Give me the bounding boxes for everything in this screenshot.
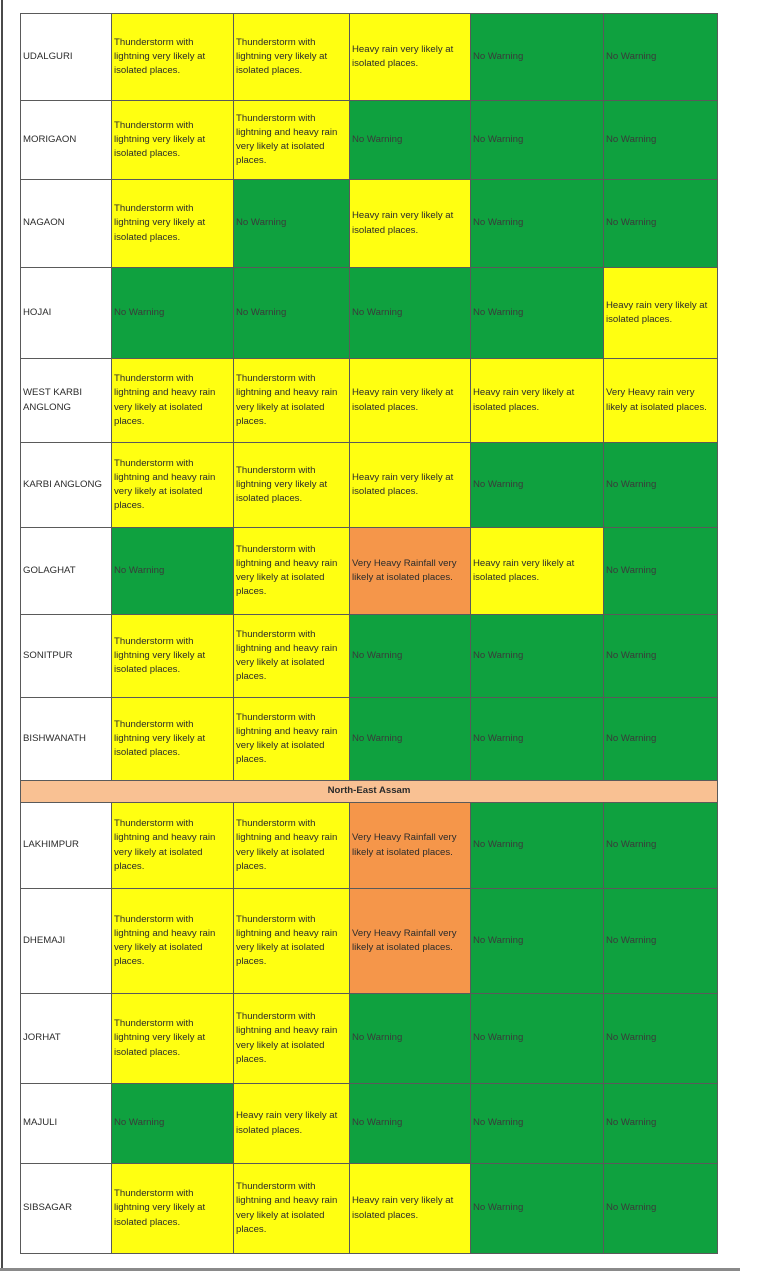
warning-cell-day-1 <box>112 1084 234 1164</box>
warning-text: No Warning <box>114 306 165 318</box>
warning-cell-day-4 <box>471 803 604 889</box>
warning-cell-day-2 <box>234 803 350 889</box>
warning-text: No Warning <box>352 133 403 145</box>
warning-cell-day-5 <box>604 528 718 615</box>
warning-cell-day-1 <box>112 443 234 528</box>
warning-cell-day-3 <box>350 803 471 889</box>
warning-cell-day-3 <box>350 1164 471 1254</box>
warning-text: Thunderstorm with lightning and heavy rain very likely at isolated places. <box>236 711 338 766</box>
warning-cell-day-2 <box>234 359 350 443</box>
warning-cell-day-5 <box>604 101 718 180</box>
warning-text: Thunderstorm with lightning very likely at isolated places. <box>236 464 328 505</box>
district-name-cell: WEST KARBI ANGLONG <box>21 359 112 443</box>
warning-cell-day-2 <box>234 14 350 101</box>
table-row <box>21 359 718 443</box>
warning-text: No Warning <box>473 1202 524 1214</box>
table-row <box>21 698 718 781</box>
section-title: North-East Assam <box>21 781 718 803</box>
district-warning-table <box>20 13 718 1254</box>
warning-text: No Warning <box>606 478 657 490</box>
warning-text: Thunderstorm with lightning very likely at isolated places. <box>114 203 206 243</box>
table-row <box>21 1164 718 1254</box>
warning-cell-day-3 <box>350 359 471 443</box>
warning-cell-day-5 <box>604 698 718 781</box>
warning-cell-day-5 <box>604 359 718 443</box>
warning-cell-day-4 <box>471 615 604 698</box>
warning-text: Heavy rain very likely at isolated places. <box>473 557 575 583</box>
warning-text: No Warning <box>473 732 524 744</box>
warning-text: Very Heavy Rainfall very likely at isolated places. <box>352 927 457 953</box>
warning-text: Thunderstorm with lightning and heavy rain very likely at isolated places. <box>114 818 216 872</box>
warning-text: Thunderstorm with lightning very likely at isolated places. <box>114 119 206 160</box>
warning-text: No Warning <box>473 934 524 946</box>
district-name-cell: SONITPUR <box>21 615 112 698</box>
warning-text: No Warning <box>473 306 524 318</box>
warning-cell-day-3 <box>350 180 471 268</box>
warning-cell-day-3 <box>350 698 471 781</box>
warning-text: No Warning <box>352 1117 403 1129</box>
warning-cell-day-5 <box>604 268 718 359</box>
warning-cell-day-1 <box>112 889 234 994</box>
page-bottom-border <box>0 1268 740 1271</box>
warning-cell-day-2 <box>234 889 350 994</box>
warning-cell-day-3 <box>350 268 471 359</box>
warning-cell-day-1 <box>112 698 234 781</box>
district-name-cell: HOJAI <box>21 268 112 359</box>
warning-cell-day-5 <box>604 615 718 698</box>
warning-cell-day-4 <box>471 698 604 781</box>
table-row <box>21 994 718 1084</box>
warning-cell-day-1 <box>112 528 234 615</box>
warning-text: No Warning <box>473 1117 524 1129</box>
warning-text: No Warning <box>606 1117 657 1129</box>
warning-text: Very Heavy Rainfall very likely at isolated places. <box>352 832 457 858</box>
warning-text: Thunderstorm with lightning very likely at isolated places. <box>114 718 206 759</box>
warning-cell-day-3 <box>350 994 471 1084</box>
warning-cell-day-4 <box>471 889 604 994</box>
warning-cell-day-3 <box>350 1084 471 1164</box>
warning-text: Thunderstorm with lightning and heavy rain very likely at isolated places. <box>236 543 338 598</box>
district-name-cell: UDALGURI <box>21 14 112 101</box>
warning-text: No Warning <box>606 649 657 661</box>
district-name-cell: KARBI ANGLONG <box>21 443 112 528</box>
warning-text: No Warning <box>114 564 165 576</box>
warning-text: No Warning <box>606 217 657 229</box>
warning-text: Thunderstorm with lightning very likely at isolated places. <box>114 1188 206 1228</box>
table-row <box>21 101 718 180</box>
warning-text: No Warning <box>606 1032 657 1044</box>
warning-text: No Warning <box>606 1202 657 1214</box>
table-row <box>21 889 718 994</box>
table-row <box>21 268 718 359</box>
warning-text: No Warning <box>114 1117 165 1129</box>
table-row <box>21 14 718 101</box>
warning-text: Thunderstorm with lightning and heavy rain very likely at isolated places. <box>114 457 216 512</box>
warning-cell-day-5 <box>604 1164 718 1254</box>
district-name-cell: BISHWANATH <box>21 698 112 781</box>
warning-cell-day-4 <box>471 1084 604 1164</box>
warning-cell-day-1 <box>112 101 234 180</box>
warning-text: No Warning <box>473 217 524 229</box>
warning-text: Heavy rain very likely at isolated places. <box>352 471 454 497</box>
warning-text: Thunderstorm with lightning and heavy rain very likely at isolated places. <box>236 913 338 968</box>
warning-text: No Warning <box>473 649 524 661</box>
warning-text: Very Heavy rain very likely at isolated places. <box>606 387 707 413</box>
warning-cell-day-1 <box>112 994 234 1084</box>
warning-cell-day-4 <box>471 528 604 615</box>
warning-text: Heavy rain very likely at isolated places. <box>352 387 454 413</box>
warning-cell-day-3 <box>350 14 471 101</box>
warning-text: No Warning <box>352 306 403 318</box>
warning-text: Thunderstorm with lightning and heavy rain very likely at isolated places. <box>114 913 216 968</box>
warning-cell-day-2 <box>234 994 350 1084</box>
table-row <box>21 1084 718 1164</box>
warning-text: Thunderstorm with lightning very likely at isolated places. <box>114 36 206 77</box>
warning-text: Thunderstorm with lightning and heavy rain very likely at isolated places. <box>236 818 338 872</box>
warning-cell-day-1 <box>112 1164 234 1254</box>
warning-cell-day-2 <box>234 268 350 359</box>
district-name-cell: DHEMAJI <box>21 889 112 994</box>
warning-text: Thunderstorm with lightning and heavy rain very likely at isolated places. <box>236 628 338 683</box>
warning-cell-day-5 <box>604 889 718 994</box>
warning-text: No Warning <box>473 839 524 851</box>
warning-cell-day-2 <box>234 180 350 268</box>
warning-text: No Warning <box>473 133 524 145</box>
warning-text: No Warning <box>236 217 287 229</box>
warning-cell-day-1 <box>112 180 234 268</box>
warning-cell-day-4 <box>471 180 604 268</box>
warning-cell-day-5 <box>604 443 718 528</box>
warning-cell-day-5 <box>604 1084 718 1164</box>
table-body <box>21 14 718 1254</box>
warning-text: Very Heavy Rainfall very likely at isolated places. <box>352 557 457 583</box>
district-name-cell: NAGAON <box>21 180 112 268</box>
district-name-cell: SIBSAGAR <box>21 1164 112 1254</box>
district-name-cell: JORHAT <box>21 994 112 1084</box>
warning-text: Heavy rain very likely at isolated places. <box>236 1110 338 1136</box>
table-row <box>21 180 718 268</box>
warning-cell-day-3 <box>350 443 471 528</box>
warning-cell-day-1 <box>112 359 234 443</box>
warning-cell-day-2 <box>234 615 350 698</box>
warning-cell-day-2 <box>234 528 350 615</box>
warning-text: No Warning <box>473 478 524 490</box>
warning-text: No Warning <box>606 50 657 62</box>
warning-cell-day-5 <box>604 14 718 101</box>
warning-cell-day-1 <box>112 615 234 698</box>
district-name-cell: MAJULI <box>21 1084 112 1164</box>
warning-cell-day-4 <box>471 359 604 443</box>
warning-text: No Warning <box>236 306 287 318</box>
warning-text: Thunderstorm with lightning and heavy rain very likely at isolated places. <box>236 1011 338 1065</box>
warning-cell-day-1 <box>112 268 234 359</box>
warning-text: Heavy rain very likely at isolated places. <box>352 43 454 69</box>
warning-cell-day-4 <box>471 443 604 528</box>
warning-cell-day-3 <box>350 615 471 698</box>
warning-text: Thunderstorm with lightning and heavy rain very likely at isolated places. <box>236 373 338 427</box>
warning-cell-day-3 <box>350 101 471 180</box>
warning-text: No Warning <box>473 50 524 62</box>
warning-text: No Warning <box>606 934 657 946</box>
district-name-cell: LAKHIMPUR <box>21 803 112 889</box>
warning-cell-day-4 <box>471 994 604 1084</box>
district-name-cell: MORIGAON <box>21 101 112 180</box>
warning-text: No Warning <box>606 133 657 145</box>
warning-cell-day-5 <box>604 180 718 268</box>
warning-cell-day-5 <box>604 994 718 1084</box>
table-row <box>21 615 718 698</box>
warning-text: Thunderstorm with lightning very likely at isolated places. <box>236 36 328 77</box>
table-row <box>21 803 718 889</box>
warning-cell-day-2 <box>234 443 350 528</box>
warning-text: Thunderstorm with lightning very likely at isolated places. <box>114 1018 206 1058</box>
district-name-cell: GOLAGHAT <box>21 528 112 615</box>
warning-text: Heavy rain very likely at isolated places. <box>352 210 454 236</box>
warning-text: No Warning <box>606 564 657 576</box>
warning-cell-day-2 <box>234 698 350 781</box>
warning-cell-day-4 <box>471 1164 604 1254</box>
table-row <box>21 528 718 615</box>
section-header-row <box>21 781 718 803</box>
page-left-border <box>1 0 3 1270</box>
warning-text: Thunderstorm with lightning and heavy rain very likely at isolated places. <box>236 112 338 167</box>
warning-text: No Warning <box>473 1032 524 1044</box>
warning-cell-day-3 <box>350 528 471 615</box>
warning-cell-day-4 <box>471 101 604 180</box>
warning-text: Heavy rain very likely at isolated places. <box>352 1195 454 1221</box>
warning-text: No Warning <box>352 732 403 744</box>
warning-cell-day-1 <box>112 14 234 101</box>
warning-cell-day-2 <box>234 101 350 180</box>
warning-cell-day-4 <box>471 14 604 101</box>
warning-text: Heavy rain very likely at isolated places. <box>473 387 575 413</box>
warning-text: Thunderstorm with lightning and heavy rain very likely at isolated places. <box>114 373 216 427</box>
warning-text: No Warning <box>606 732 657 744</box>
warning-text: No Warning <box>352 649 403 661</box>
warning-cell-day-2 <box>234 1084 350 1164</box>
warning-text: Thunderstorm with lightning and heavy rain very likely at isolated places. <box>236 1181 338 1235</box>
warning-text: No Warning <box>606 839 657 851</box>
warning-text: No Warning <box>352 1032 403 1044</box>
warning-cell-day-3 <box>350 889 471 994</box>
warning-cell-day-5 <box>604 803 718 889</box>
table-row <box>21 443 718 528</box>
warning-text: Heavy rain very likely at isolated places. <box>606 299 708 325</box>
warning-text: Thunderstorm with lightning very likely at isolated places. <box>114 635 206 676</box>
warning-cell-day-2 <box>234 1164 350 1254</box>
warning-cell-day-1 <box>112 803 234 889</box>
warning-cell-day-4 <box>471 268 604 359</box>
